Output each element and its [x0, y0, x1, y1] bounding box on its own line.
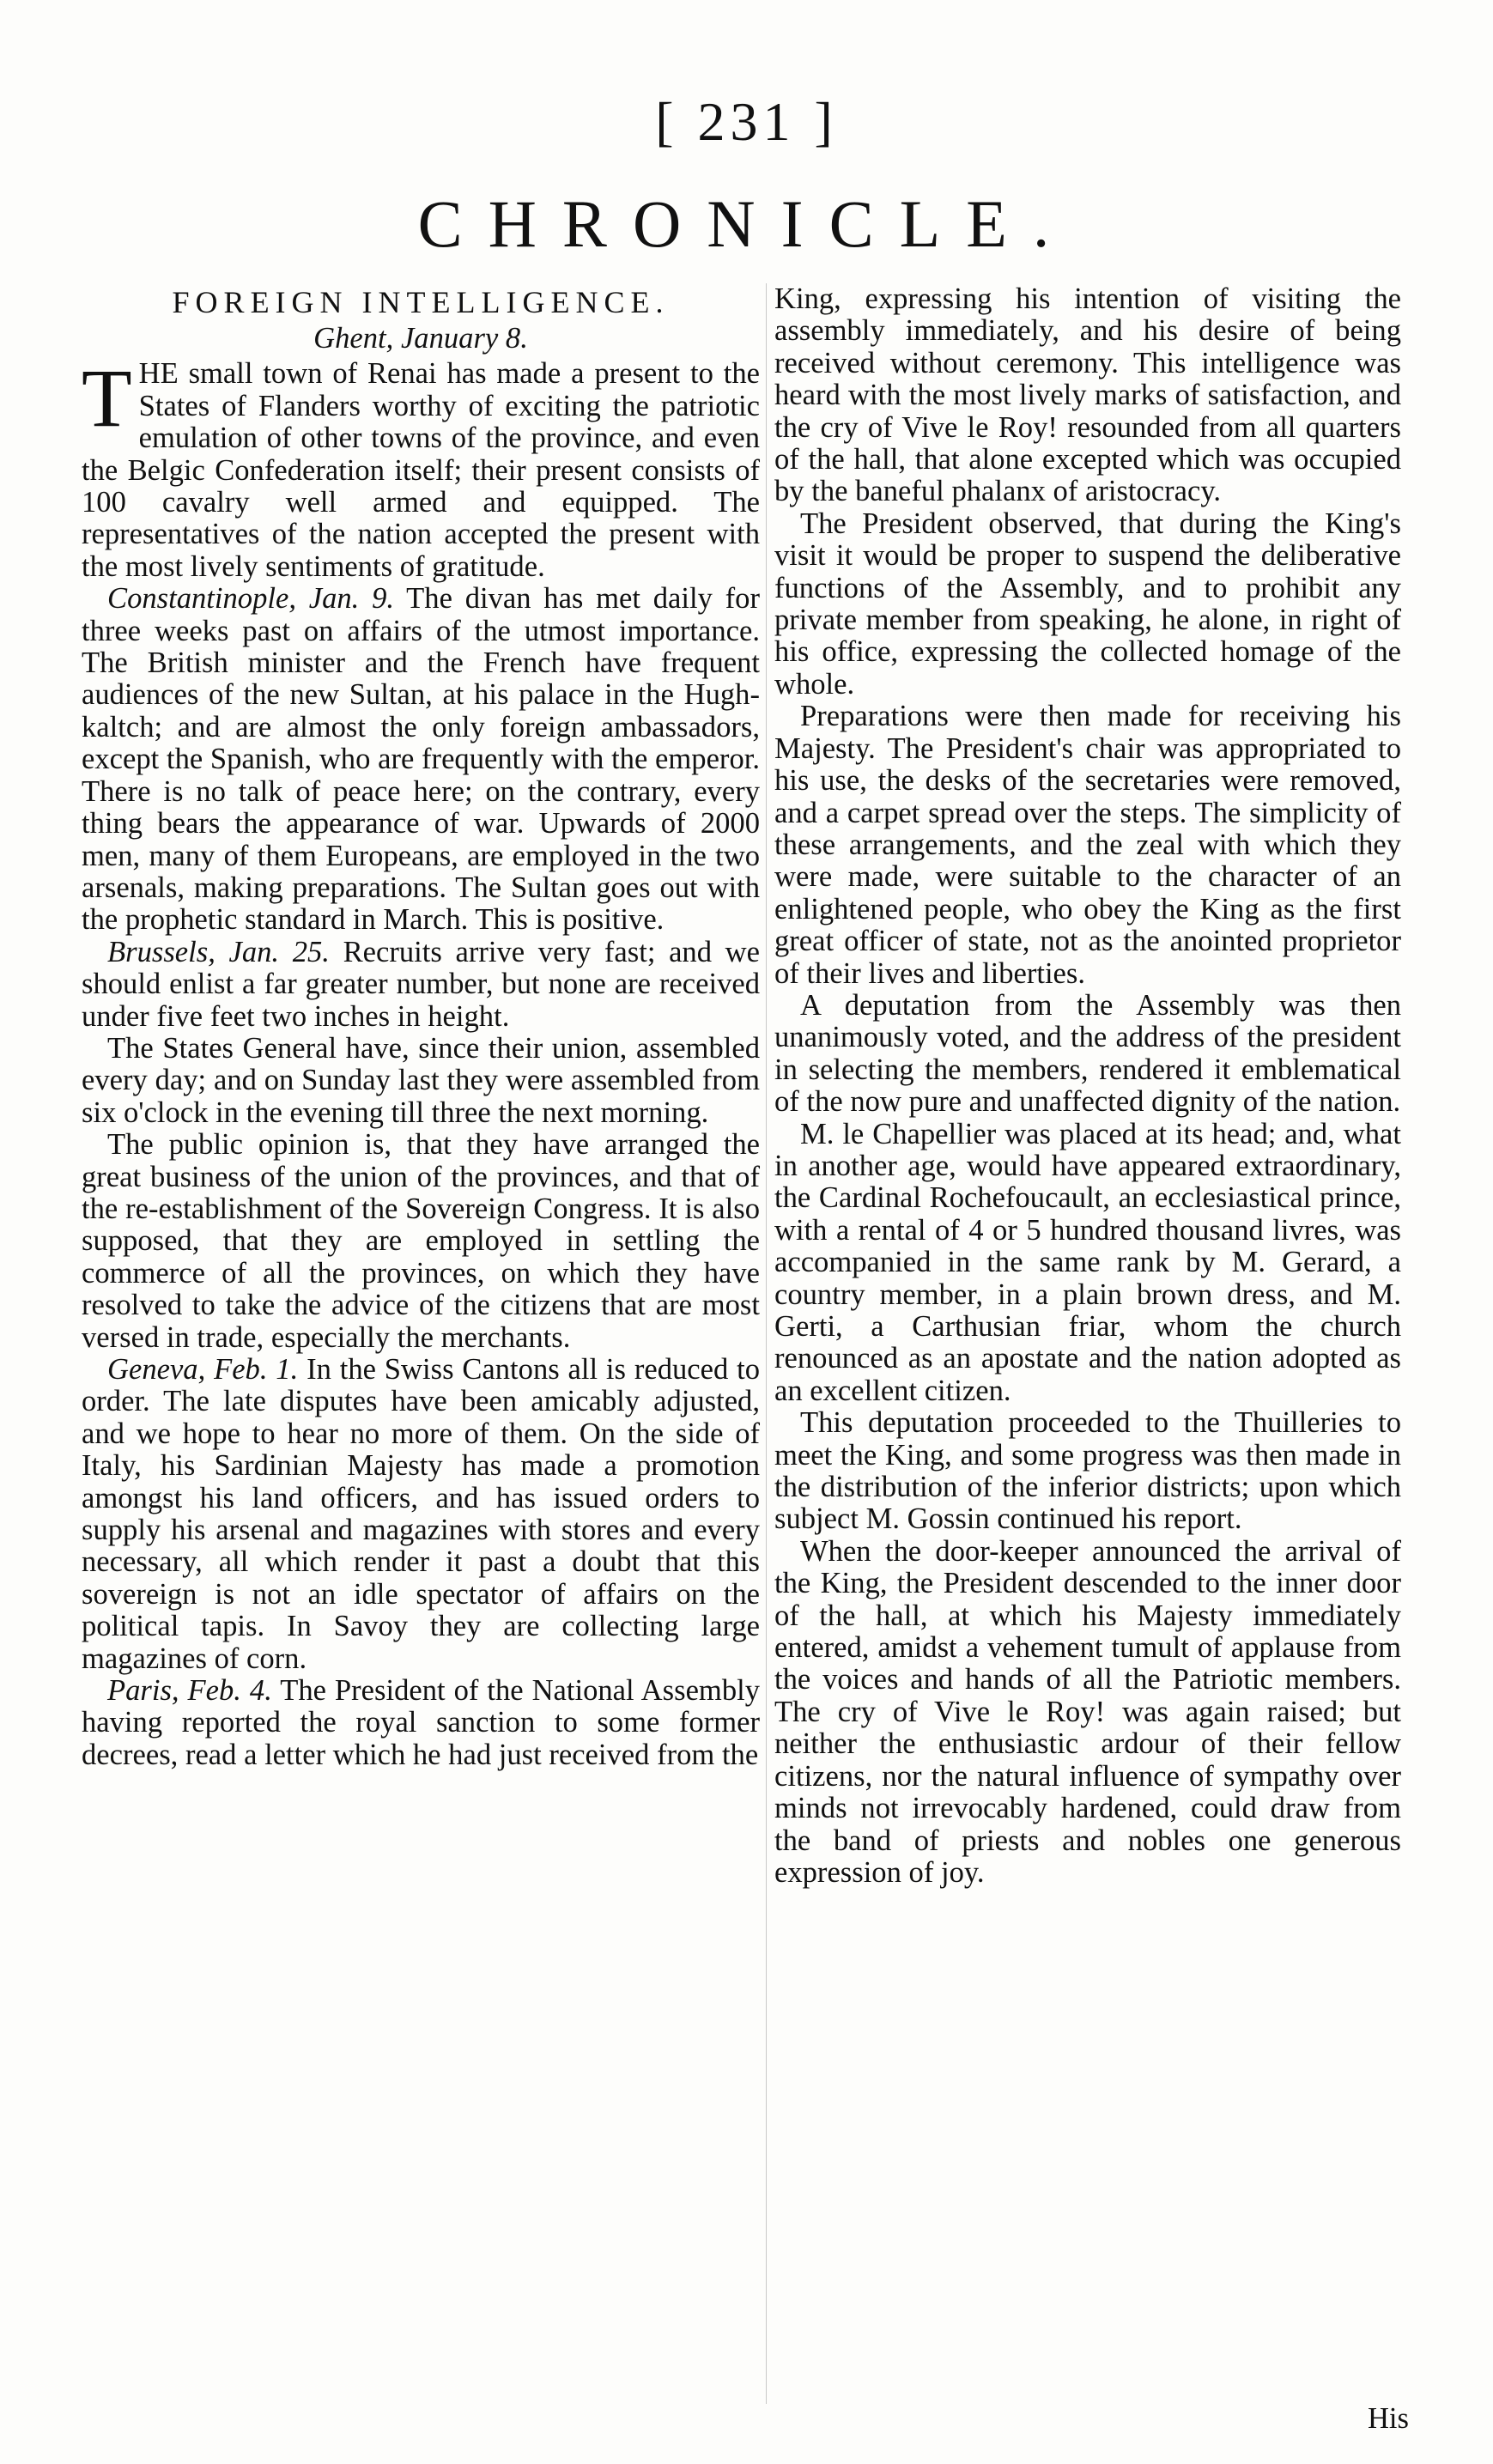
article-paragraph — [82, 937, 760, 1033]
article-paragraph: The President observed, that during the King's visit it would be proper to suspend the deliberative functions of the Assembly, and to prohibit any private member from speaking, he alone, in right of his office, expressing the collected homage of the whole. — [774, 507, 1401, 701]
column-heading: FOREIGN INTELLIGENCE. — [172, 285, 670, 319]
article-paragraph: A deputation from the Assembly was then unanimously voted, and the address of the president in selecting the members, rendered it emblematical of the now pure and unaffected dignity of the nation. — [774, 988, 1401, 1119]
article-paragraph: Preparations were then made for receiving his Majesty. The President's chair was appropriated to his use, the desks of the secretaries were removed, and a carpet spread over the steps. The simplicity of these arrangements, and the zeal with which they were made, were suitable to the character of an enlightened people, who obey the King as the first great officer of state, not as the anointed proprietor of their lives and liberties. — [774, 700, 1401, 990]
article-paragraph: When the door-keeper announced the arrival of the King, the President descended to the inner door of the hall, at which his Majesty immediately entered, amidst a vehement tumult of applause from the voices and hands of all the Patriotic members. The cry of Vive le Roy! was again raised; but neither the enthusiastic ardour of their fellow citizens, nor the natural influence of sympathy over minds not irrevocably hardened, could draw from the band of priests and nobles one generous expression of joy. — [774, 1534, 1401, 1889]
paragraph-text: Recruits arrive very fast; and we should enlist a far greater number, but none are received under five feet two inches in height. — [82, 935, 760, 1033]
dateline: Brussels, Jan. 25. — [107, 935, 330, 968]
catchword: His — [1367, 2402, 1409, 2435]
article-paragraph: The States General have, since their union, assembled every day; and on Sunday last they were assembled from six o'clock in the evening till three the next morning. — [82, 1031, 760, 1129]
left-column — [82, 283, 760, 1771]
article-paragraph — [82, 1354, 760, 1675]
paragraph-text: HE small town of Renai has made a present to the States of Flanders worthy of exciting the patriotic emulation of other towns of the province, and even the Belgic Confederation itself; their present consists of 100 cavalry well armed and equipped. The representatives of the nation accepted the present with the most lively sentiments of gratitude. — [82, 357, 760, 583]
article-paragraph: King, expressing his intention of visiting the assembly immediately, and his desire of being received without ceremony. This intelligence was heard with the most lively marks of satisfaction, and the cry of Vive le Roy! resounded from all quarters of the hall, that alone excepted which was occupied by the baneful phalanx of aristocracy. — [774, 282, 1401, 508]
paragraph-text: In the Swiss Cantons all is reduced to order. The late disputes have been amicably adjusted, and we hope to hear no more of them. On the side of Italy, his Sardinian Majesty has made a promotion amongst his land officers, and has issued orders to supply his arsenal and magazines with stores and every necessary, all which render it past a doubt that this sovereign is not an idle spectator of affairs on the political tapis. In Savoy they are collecting large magazines of corn. — [82, 1353, 760, 1675]
article-paragraph — [82, 1675, 760, 1771]
paragraph-text: The President of the National Assembly having reported the royal sanction to some former decrees, read a letter which he had just received from the — [82, 1674, 760, 1771]
dateline: Geneva, Feb. 1. — [107, 1353, 299, 1386]
paragraph-text: The divan has met daily for three weeks past on affairs of the utmost importance. The British minister and the French have frequent audiences of the new Sultan, at his palace in the Hugh-kaltch; and are almost the only foreign ambassadors, except the Spanish, who are frequently with the emperor. There is no talk of peace here; on the contrary, every thing bears the appearance of war. Upwards of 2000 men, many of them Europeans, are employed in the two arsenals, making preparations. The Sultan goes out with the prophetic standard in March. This is positive. — [82, 582, 760, 937]
article-paragraph: M. le Chapellier was placed at its head; and, what in another age, would have appeared extraordinary, the Cardinal Rochefoucault, an ecclesiastical prince, with a rental of 4 or 5 hundred thousand livres, was accompanied in the same rank by M. Gerard, a country member, in a plain brown dress, and M. Gerti, a Carthusian friar, whom the church renounced as an apostate and the nation adopted as an excellent citizen. — [774, 1117, 1401, 1407]
right-column — [774, 283, 1401, 1889]
article-paragraph: The public opinion is, that they have arranged the great business of the union of the provinces, and that of the re-establishment of the Sovereign Congress. It is also supposed, that they are employed in settling the commerce of all the provinces, on which they have resolved to take the advice of the citizens that are most versed in trade, especially the merchants. — [82, 1128, 760, 1354]
dateline-ghent: Ghent, January 8. — [313, 322, 528, 355]
dateline: Paris, Feb. 4. — [107, 1674, 272, 1708]
article-paragraph — [82, 583, 760, 936]
dateline: Constantinople, Jan. 9. — [107, 582, 395, 616]
drop-cap: T — [82, 352, 132, 445]
section-title: CHRONICLE. — [417, 186, 1076, 261]
article-paragraph: This deputation proceeded to the Thuilleries to meet the King, and some progress was then made in the distribution of the inferior districts; upon which subject M. Gossin continued his report. — [774, 1406, 1401, 1536]
column-divider — [766, 283, 767, 2404]
page-number: [ 231 ] — [655, 91, 838, 152]
article-paragraph — [82, 352, 760, 583]
